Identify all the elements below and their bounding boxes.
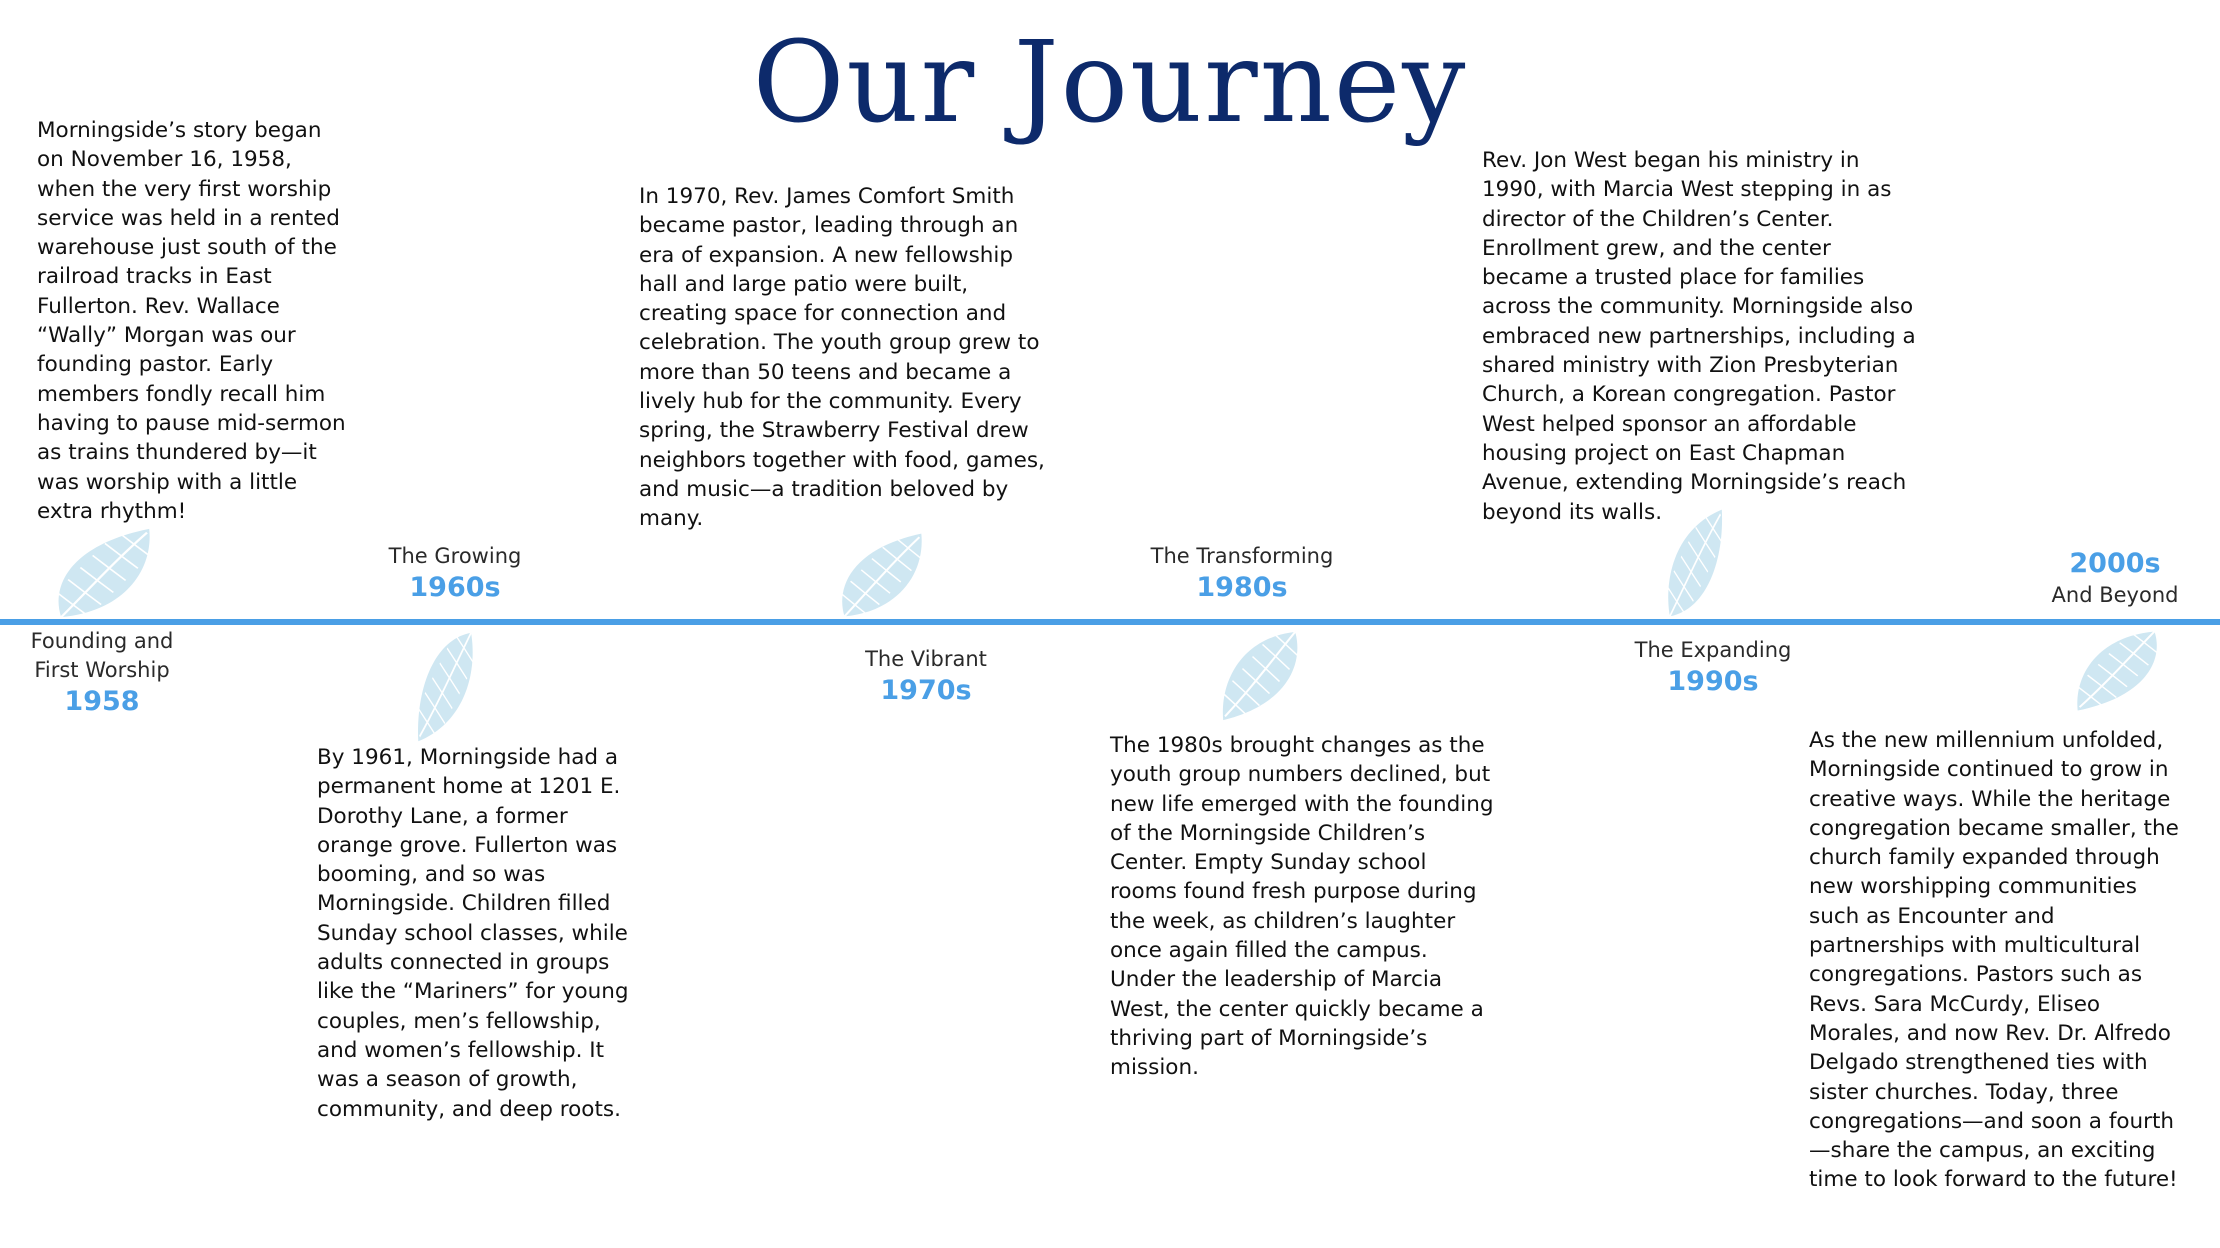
page-title: Our Journey	[752, 18, 1468, 148]
milestone-label	[1583, 636, 1843, 699]
milestone-year: 1958	[64, 686, 140, 717]
milestone-name: Founding and First Worship	[30, 629, 174, 682]
milestone-year: 1970s	[880, 675, 972, 706]
milestone-name: The Growing	[388, 544, 522, 568]
milestone-year: 1980s	[1196, 572, 1288, 603]
milestone-description: The 1980s brought changes as the youth group numbers declined, but new life emerged with the founding of the Morningside Children’s Center. Empty Sunday school rooms found fresh purpose during the week, as children’s laughter once again filled the campus. Under the leadership of Marcia West, the center quickly became a thriving part of Morningside’s mission.	[1110, 733, 1494, 1081]
milestone-label	[1985, 547, 2220, 610]
leaf-icon	[2070, 628, 2166, 714]
milestone-description: By 1961, Morningside had a permanent home at 1201 E. Dorothy Lane, a former orange grove. Fullerton was booming, and so was Morningside. Children filled Sunday school classes, while adults connected in groups like the “Mariners” for young couples, men’s fellowship, and women’s fellowship. It was a season of growth, community, and deep roots.	[317, 745, 629, 1122]
milestone-year: 1990s	[1667, 666, 1759, 697]
milestone-name: And Beyond	[2051, 583, 2179, 607]
milestone-description: Rev. Jon West began his ministry in 1990, with Marcia West stepping in as director of the Children’s Center. Enrollment grew, and the center became a trusted place for families across the community. Morningside also embraced new partnerships, including a shared ministry with Zion Presbyterian Church, a Korean congregation. Pastor West helped sponsor an affordable housing project on East Chapman Avenue, extending Morningside’s reach beyond its walls.	[1482, 148, 1916, 525]
leaf-icon	[48, 525, 158, 621]
milestone-label	[1112, 542, 1372, 605]
milestone-year: 1960s	[409, 572, 501, 603]
milestone-label	[325, 542, 585, 605]
milestone-description: As the new millennium unfolded, Morningside continued to grow in creative ways. While the heritage congregation became smaller, the church family expanded through new worshipping communities such as Encounter and partnerships with multicultural congregations. Pastors such as Revs. Sara McCurdy, Eliseo Morales, and now Rev. Dr. Alfredo Delgado strengthened ties with sister churches. Today, three congregations—and soon a fourth —share the campus, an exciting time to look forward to the future!	[1809, 728, 2179, 1193]
leaf-icon	[1216, 628, 1306, 724]
leaf-icon	[413, 628, 479, 746]
timeline-line	[0, 619, 2220, 625]
milestone-label	[796, 645, 1056, 708]
milestone-name: The Expanding	[1634, 638, 1792, 662]
milestone-description: In 1970, Rev. James Comfort Smith became pastor, leading through an era of expansion. A new fellowship hall and large patio were built, creating space for connection and celebration. The youth group grew to more than 50 teens and became a lively hub for the community. Every spring, the Strawberry Festival drew neighbors together with food, games, and music—a tradition beloved by many.	[639, 184, 1045, 532]
milestone-name: The Vibrant	[865, 647, 987, 671]
milestone-label	[0, 627, 232, 719]
milestone-description: Morningside’s story began on November 16, 1958, when the very first worship service was held in a rented warehouse just south of the railroad tracks in East Fullerton. Rev. Wallace “Wally” Morgan was our founding pastor. Early members fondly recall him having to pause mid-sermon as trains thundered by—it was worship with a little extra rhythm!	[37, 118, 346, 524]
milestone-year: 2000s	[2069, 548, 2161, 579]
milestone-name: The Transforming	[1150, 544, 1334, 568]
leaf-icon	[833, 530, 929, 620]
